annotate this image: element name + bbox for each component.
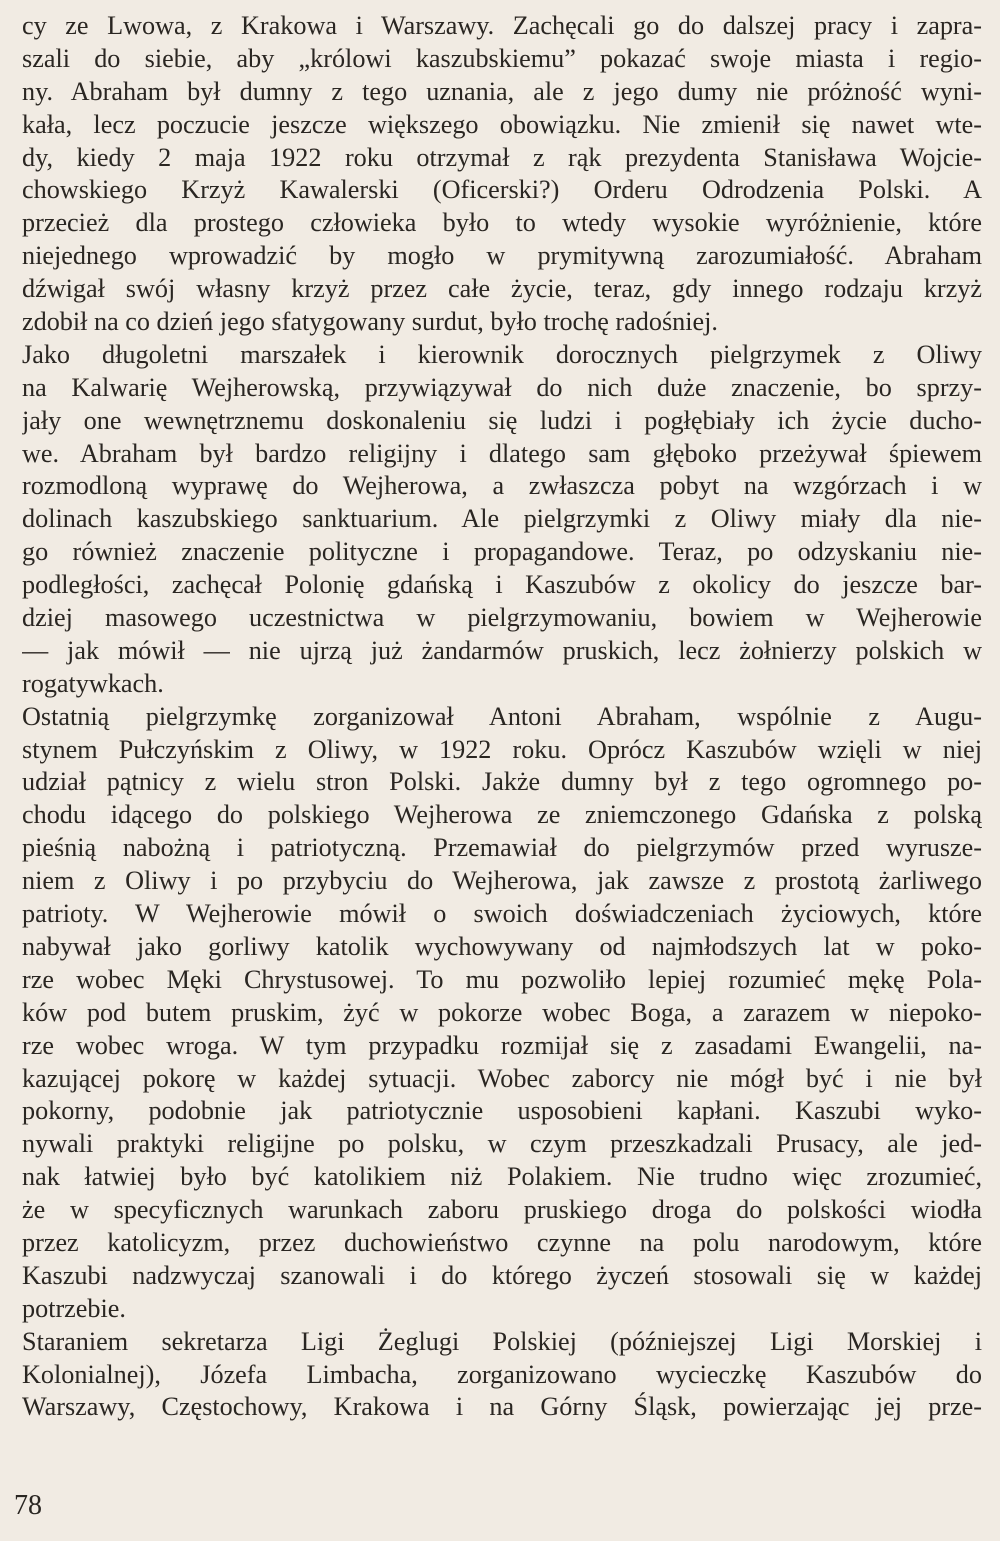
text-line: rogatywkach. (22, 668, 164, 698)
text-line: że w specyficznych warunkach zaboru pruskiego droga do polskości wiodła (22, 1195, 982, 1225)
text-line: potrzebie. (22, 1293, 126, 1323)
text-line: nak łatwiej było być katolikiem niż Polakiem. Nie trudno więc zrozumieć, (22, 1162, 982, 1192)
text-line: niem z Oliwy i po przybyciu do Wejherowa, jak zawsze z prostotą żarliwego (22, 866, 982, 896)
text-line: podległości, zachęcał Polonię gdańską i Kaszubów z okolicy do jeszcze bar- (22, 570, 982, 600)
text-line: jały one wewnętrznemu doskonaleniu się ludzi i pogłębiały ich życie ducho- (22, 405, 982, 435)
text-line: niejednego wprowadzić by mogło w prymitywną zarozumiałość. Abraham (22, 241, 982, 271)
text-line: dy, kiedy 2 maja 1922 roku otrzymał z rąk prezydenta Stanisława Wojcie- (22, 142, 982, 172)
text-line: ków pod butem pruskim, żyć w pokorze wobec Boga, a zarazem w niepoko- (22, 997, 982, 1027)
text-line: szali do siebie, aby „królowi kaszubskiemu” pokazać swoje miasta i regio- (22, 43, 982, 73)
text-line: we. Abraham był bardzo religijny i dlatego sam głęboko przeżywał śpiewem (22, 438, 982, 468)
text-line: dolinach kaszubskiego sanktuarium. Ale pielgrzymki z Oliwy miały dla nie- (22, 504, 982, 534)
page-number: 78 (14, 1490, 42, 1521)
text-line: patrioty. W Wejherowie mówił o swoich doświadczeniach życiowych, które (22, 899, 982, 929)
text-line: dźwigał swój własny krzyż przez całe życie, teraz, gdy innego rodzaju krzyż (22, 274, 982, 304)
text-line: przecież dla prostego człowieka było to wtedy wysokie wyróżnienie, które (22, 208, 982, 238)
text-line: — jak mówił — nie ujrzą już żandarmów pruskich, lecz żołnierzy polskich w (22, 635, 982, 665)
text-line: udział pątnicy z wielu stron Polski. Jakże dumny był z tego ogromnego po- (22, 767, 982, 797)
text-line: chowskiego Krzyż Kawalerski (Oficerski?) Orderu Odrodzenia Polski. A (22, 175, 982, 205)
text-line: chodu idącego do polskiego Wejherowa ze zniemczonego Gdańska z polską (22, 800, 982, 830)
text-line: nabywał jako gorliwy katolik wychowywany od najmłodszych lat w poko- (22, 931, 982, 961)
text-line: Staraniem sekretarza Ligi Żeglugi Polskiej (późniejszej Ligi Morskiej i (22, 1326, 982, 1356)
text-line: zdobił na co dzień jego sfatygowany surdut, było trochę radośniej. (22, 307, 718, 337)
text-line: Ostatnią pielgrzymkę zorganizował Antoni Abraham, wspólnie z Augu- (22, 701, 982, 731)
text-line: kała, lecz poczucie jeszcze większego obowiązku. Nie zmienił się nawet wte- (22, 109, 982, 139)
text-line: na Kalwarię Wejherowską, przywiązywał do nich duże znaczenie, bo sprzy- (22, 372, 982, 402)
text-line: kazującej pokorę w każdej sytuacji. Wobec zaborcy nie mógł być i nie był (22, 1063, 982, 1093)
text-line: rozmodloną wyprawę do Wejherowa, a zwłaszcza pobyt na wzgórzach i w (22, 471, 982, 501)
text-line: cy ze Lwowa, z Krakowa i Warszawy. Zachęcali go do dalszej pracy i zapra- (22, 11, 982, 40)
text-line: ny. Abraham był dumny z tego uznania, ale z jego dumy nie próżność wyni- (22, 76, 982, 106)
text-line: dziej masowego uczestnictwa w pielgrzymowaniu, bowiem w Wejherowie (22, 603, 982, 633)
text-line: pieśnią nabożną i patriotyczną. Przemawiał do pielgrzymów przed wyrusze- (22, 833, 982, 863)
text-line: przez katolicyzm, przez duchowieństwo czynne na polu narodowym, które (22, 1227, 982, 1257)
text-line: Kolonialnej), Józefa Limbacha, zorganizowano wycieczkę Kaszubów do (22, 1359, 982, 1389)
text-line: rze wobec wroga. W tym przypadku rozmijał się z zasadami Ewangelii, na- (22, 1030, 982, 1060)
text-line: Warszawy, Częstochowy, Krakowa i na Górny Śląsk, powierzając jej prze- (22, 1392, 982, 1422)
text-line: pokorny, podobnie jak patriotycznie usposobieni kapłani. Kaszubi wyko- (22, 1096, 982, 1126)
text-line: rze wobec Męki Chrystusowej. To mu pozwoliło lepiej rozumieć mękę Pola- (22, 964, 982, 994)
text-line: nywali praktyki religijne po polsku, w czym przeszkadzali Prusacy, ale jed- (22, 1129, 982, 1159)
text-line: stynem Pułczyńskim z Oliwy, w 1922 roku. Oprócz Kaszubów wzięli w niej (22, 734, 982, 764)
text-line: go również znaczenie polityczne i propagandowe. Teraz, po odzyskaniu nie- (22, 537, 982, 567)
text-line: Jako długoletni marszałek i kierownik dorocznych pielgrzymek z Oliwy (22, 339, 982, 369)
body-text (22, 10, 982, 1424)
text-line: Kaszubi nadzwyczaj szanowali i do którego życzeń stosowali się w każdej (22, 1260, 982, 1290)
